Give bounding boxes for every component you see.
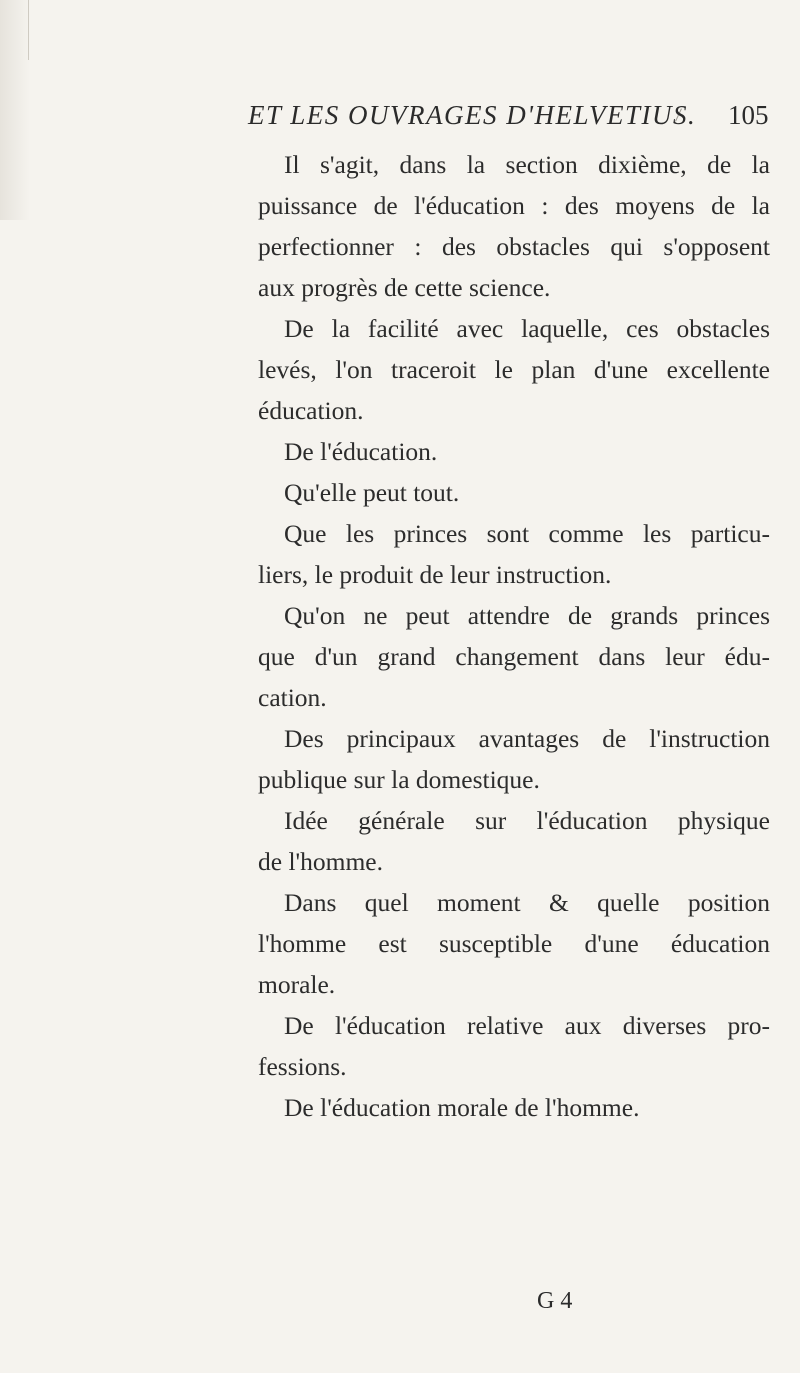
paragraph-first-line: De l'éducation relative aux diverses pro- <box>284 1011 770 1040</box>
paragraph-first-line: Des principaux avantages de l'instruction <box>284 724 770 753</box>
paragraph-first-line: De l'éducation morale de l'homme. <box>284 1093 640 1122</box>
running-head: ET LES OUVRAGES D'HELVETIUS. <box>248 100 697 130</box>
paragraph-line: levés, l'on traceroit le plan d'une excellente <box>258 355 770 384</box>
page-edge-line <box>28 0 29 60</box>
signature-mark: G 4 <box>537 1288 573 1314</box>
paragraph-line: de l'homme. <box>258 847 383 876</box>
paragraph-first-line: Idée générale sur l'éducation physique <box>284 806 770 835</box>
paragraph-line: éducation. <box>258 396 364 425</box>
paragraph-first-line: De l'éducation. <box>284 437 438 466</box>
paragraph-line: puissance de l'éducation : des moyens de la <box>258 191 770 220</box>
paragraph-line: que d'un grand changement dans leur édu- <box>258 642 770 671</box>
paragraph-first-line: Que les princes sont comme les particu- <box>284 519 770 548</box>
page-number: 105 <box>728 100 769 130</box>
paragraph-line: publique sur la domestique. <box>258 765 540 794</box>
paragraph-first-line: Qu'on ne peut attendre de grands princes <box>284 601 770 630</box>
paragraph-line: morale. <box>258 970 336 999</box>
paragraph-first-line: Dans quel moment & quelle position <box>284 888 770 917</box>
paragraph-line: cation. <box>258 683 327 712</box>
paragraph-line: aux progrès de cette science. <box>258 273 551 302</box>
paragraph-first-line: De la facilité avec laquelle, ces obstacles <box>284 314 770 343</box>
paragraph-line: perfectionner : des obstacles qui s'opposent <box>258 232 770 261</box>
body-text <box>258 144 770 1128</box>
paragraph-first-line: Il s'agit, dans la section dixième, de la <box>284 150 770 179</box>
paragraph-line: l'homme est susceptible d'une éducation <box>258 929 770 958</box>
paragraph-line: liers, le produit de leur instruction. <box>258 560 612 589</box>
paragraph-line: fessions. <box>258 1052 347 1081</box>
paragraph-first-line: Qu'elle peut tout. <box>284 478 460 507</box>
page-edge-shadow <box>0 0 30 220</box>
